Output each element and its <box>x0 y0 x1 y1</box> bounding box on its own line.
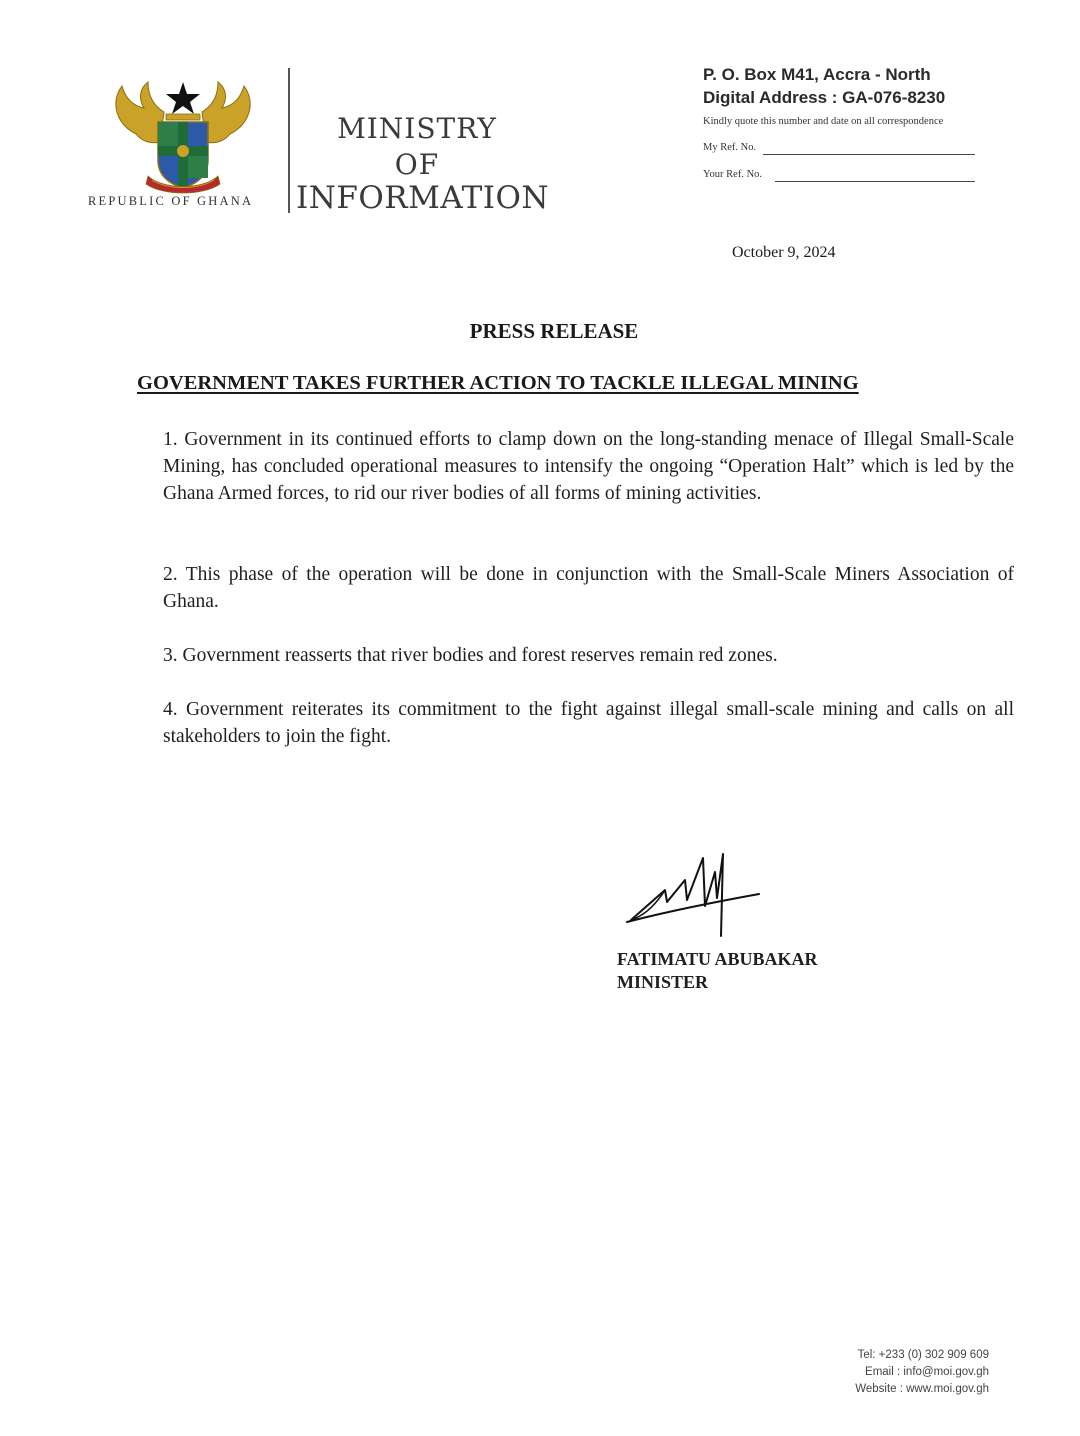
footer-email: Email : info@moi.gov.gh <box>865 1366 989 1378</box>
my-ref-blank-line <box>763 154 975 155</box>
ministry-name-line1: MINISTRY <box>337 112 497 145</box>
letterhead-divider <box>288 68 290 213</box>
your-ref-field <box>703 169 762 180</box>
footer-website: Website : www.moi.gov.gh <box>855 1383 989 1395</box>
paragraph-3: 3. Government reasserts that river bodies and forest reserves remain red zones. <box>163 645 778 666</box>
paragraph-2: 2. This phase of the operation will be done in conjunction with the Small-Scale Miners Association of Ghana. <box>163 564 1014 612</box>
republic-of-ghana-label: REPUBLIC OF GHANA <box>88 194 254 208</box>
handwritten-signature <box>625 850 765 942</box>
ministry-name-line3: INFORMATION <box>296 180 550 216</box>
signatory-title: MINISTER <box>617 972 709 992</box>
ghana-coat-of-arms-logo <box>108 72 258 197</box>
my-ref-label: My Ref. No. <box>703 142 757 153</box>
footer-telephone: Tel: +233 (0) 302 909 609 <box>857 1349 989 1361</box>
your-ref-label: Your Ref. No. <box>703 169 763 180</box>
document-date: October 9, 2024 <box>732 244 836 261</box>
my-ref-field <box>703 142 756 153</box>
headline: GOVERNMENT TAKES FURTHER ACTION TO TACKLE ILLEGAL MINING <box>137 372 859 394</box>
digital-address: Digital Address : GA-076-8230 <box>703 88 946 107</box>
signatory-name: FATIMATU ABUBAKAR <box>617 949 818 969</box>
your-ref-blank-line <box>775 181 975 182</box>
ministry-name-line2: OF <box>394 148 440 181</box>
reference-note: Kindly quote this number and date on all correspondence <box>703 116 944 127</box>
postal-address: P. O. Box M41, Accra - North <box>703 65 931 84</box>
press-release-label: PRESS RELEASE <box>469 319 639 343</box>
paragraph-4: 4. Government reiterates its commitment to the fight against illegal small-scale mining and calls on all stakeholders to join the fight. <box>163 699 1014 747</box>
paragraph-1: 1. Government in its continued efforts to clamp down on the long-standing menace of Illegal Small-Scale Mining, has concluded operational measures to intensify the ongoing “Operation Halt” which is led by the Ghana Armed forces, to rid our river bodies of all forms of mining activities. <box>163 429 1014 504</box>
